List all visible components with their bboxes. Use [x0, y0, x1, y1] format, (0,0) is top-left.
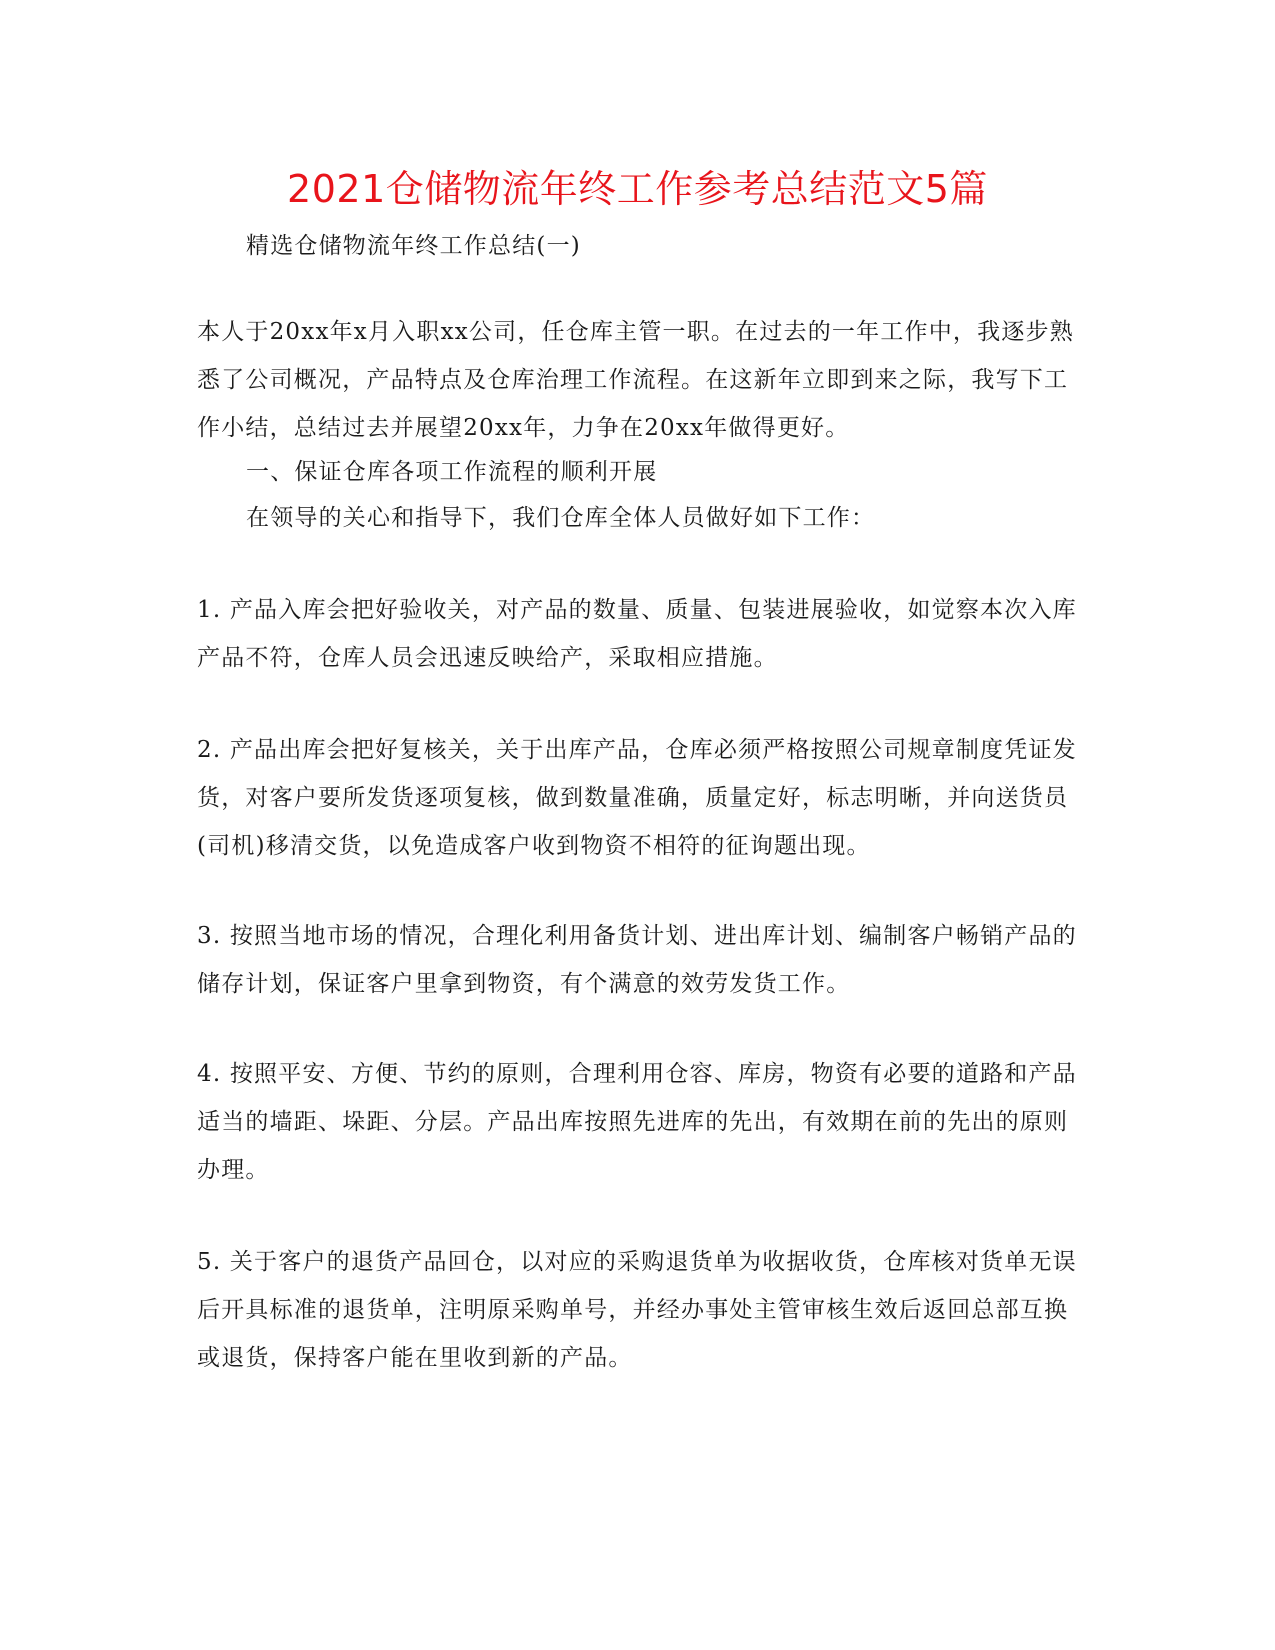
list-item: 2. 产品出库会把好复核关，关于出库产品，仓库必须严格按照公司规章制度凭证发货，对客户要所发货逐项复核，做到数量准确，质量定好，标志明晰，并向送货员(司机)移清交货，以免造成客户收到物资不相符的征询题出现。 — [197, 737, 1077, 859]
list-item: 5. 关于客户的退货产品回仓，以对应的采购退货单为收据收货，仓库核对货单无误后开具标准的退货单，注明原采购单号，并经办事处主管审核生效后返回总部互换或退货，保持客户能在里收到新的产品。 — [197, 1249, 1077, 1371]
document-title: 2021仓储物流年终工作参考总结范文5篇 — [287, 167, 988, 211]
list-item: 1. 产品入库会把好验收关，对产品的数量、质量、包装进展验收，如觉察本次入库产品不符，仓库人员会迅速反映给产，采取相应措施。 — [197, 597, 1077, 671]
section-heading: 一、保证仓库各项工作流程的顺利开展 — [246, 459, 658, 485]
document-subtitle: 精选仓储物流年终工作总结(一) — [246, 233, 581, 259]
list-item: 4. 按照平安、方便、节约的原则，合理利用仓容、库房，物资有必要的道路和产品适当的墙距、垛距、分层。产品出库按照先进库的先出，有效期在前的先出的原则办理。 — [197, 1061, 1077, 1183]
section-lead: 在领导的关心和指导下，我们仓库全体人员做好如下工作： — [246, 505, 876, 531]
list-item: 3. 按照当地市场的情况，合理化利用备货计划、进出库计划、编制客户畅销产品的储存计划，保证客户里拿到物资，有个满意的效劳发货工作。 — [197, 923, 1077, 997]
intro-paragraph: 本人于20xx年x月入职xx公司，任仓库主管一职。在过去的一年工作中，我逐步熟悉了公司概况，产品特点及仓库治理工作流程。在这新年立即到来之际，我写下工作小结，总结过去并展望20xx年，力争在20xx年做得更好。 — [197, 319, 1074, 441]
